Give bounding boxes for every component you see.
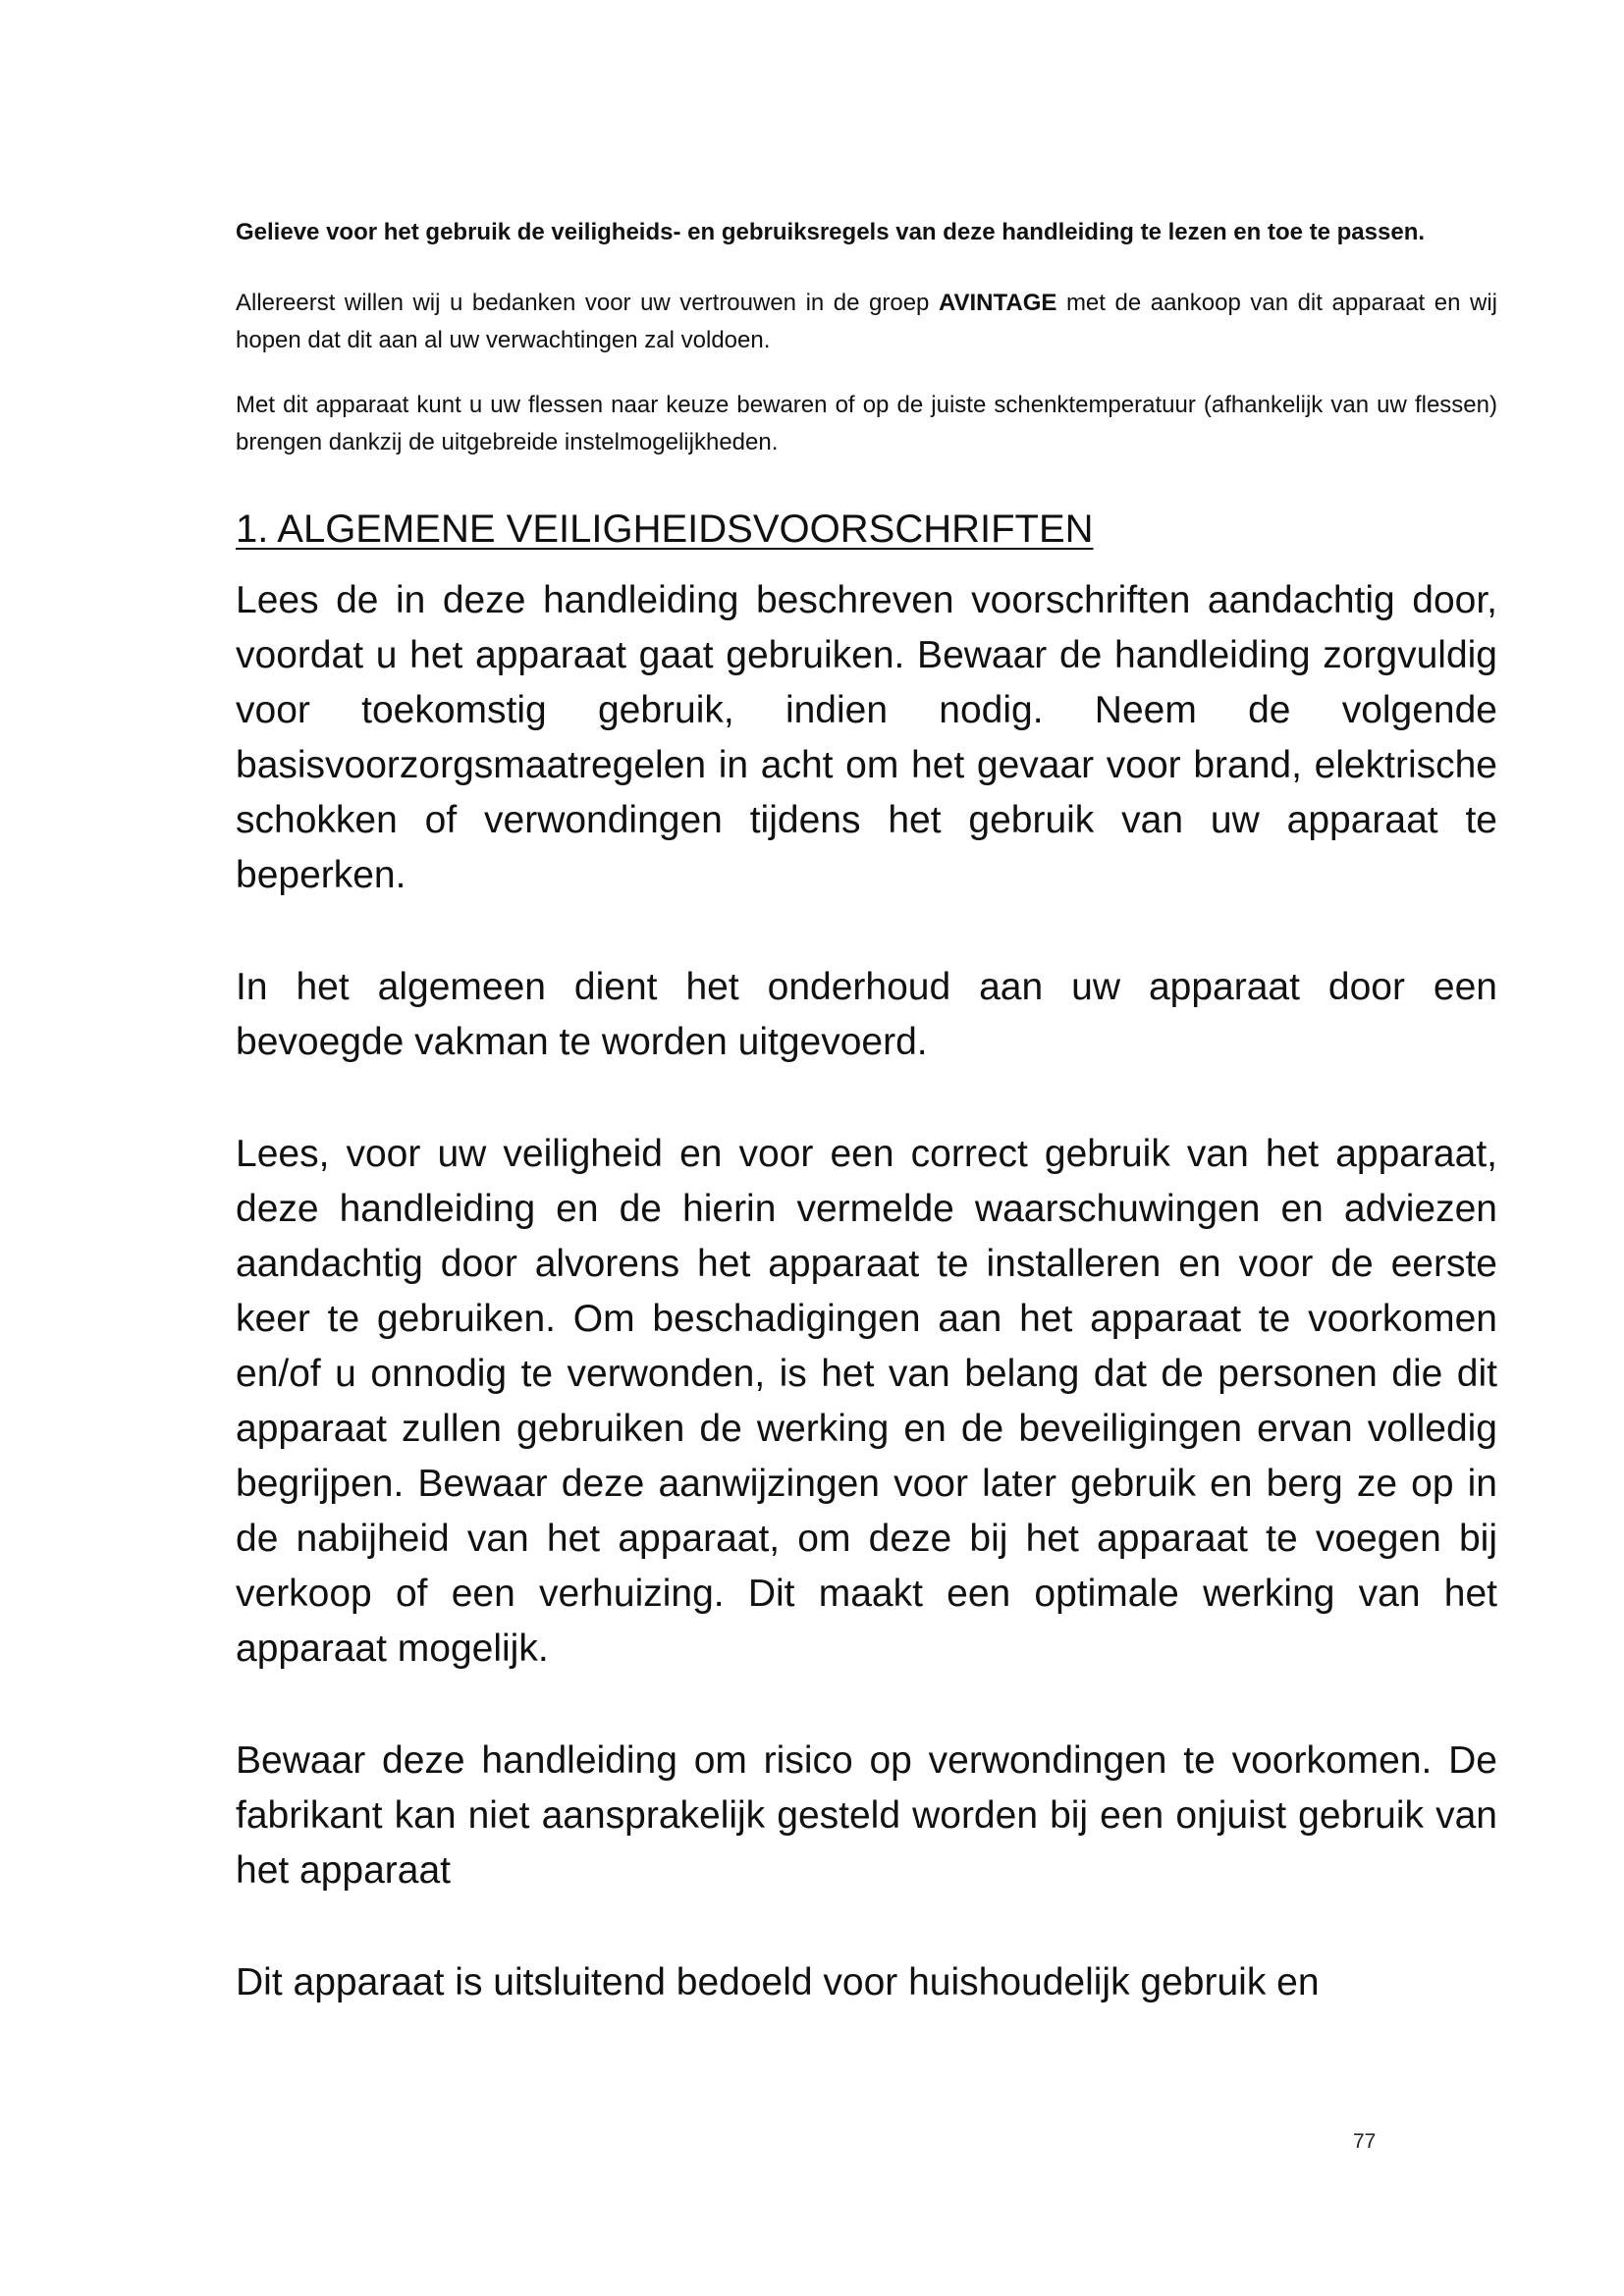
safety-paragraph-5: Dit apparaat is uitsluitend bedoeld voor huishoudelijk gebruik en xyxy=(236,1961,1320,2003)
brand-name: AVINTAGE xyxy=(938,290,1057,316)
safety-paragraph-2: In het algemeen dient het onderhoud aan uw apparaat door een bevoegde vakman te worden uitgevoerd. xyxy=(236,966,1497,1063)
usage-notice: Gelieve voor het gebruik de veiligheids- en gebruiksregels van deze handleiding te lezen en toe te passen. xyxy=(236,219,1426,245)
manual-page xyxy=(236,214,1497,2010)
thanks-paragraph xyxy=(236,285,1497,359)
safety-paragraph-1: Lees de in deze handleiding beschreven voorschriften aandachtig door, voordat u het apparaat gaat gebruiken. Bewaar de handleiding zorgvuldig voor toekomstig gebruik, indien nodig. Neem de volgende basisvoorzorgsmaatregelen in acht om het gevaar voor brand, elektrische schokken of verwondingen tijdens het gebruik van uw apparaat te beperken. xyxy=(236,579,1497,896)
thanks-text-after: met de aankoop van dit apparaat en wij hopen dat dit aan al uw verwachtingen zal voldoen. xyxy=(236,290,1497,353)
page-number: 77 xyxy=(1353,2130,1377,2153)
thanks-text-before: Allereerst willen wij u bedanken voor uw vertrouwen in de groep xyxy=(236,290,939,316)
section-title: 1. ALGEMENE VEILIGHEIDSVOORSCHRIFTEN xyxy=(236,507,1094,551)
capability-paragraph: Met dit apparaat kunt u uw flessen naar keuze bewaren of op de juiste schenktemperatuur (afhankelijk van uw flessen) brengen dankzij de uitgebreide instelmogelijkheden. xyxy=(236,392,1497,455)
safety-paragraph-4: Bewaar deze handleiding om risico op verwondingen te voorkomen. De fabrikant kan niet aansprakelijk gesteld worden bij een onjuist gebruik van het apparaat xyxy=(236,1739,1497,1892)
safety-paragraph-3: Lees, voor uw veiligheid en voor een correct gebruik van het apparaat, deze handleiding en de hierin vermelde waarschuwingen en adviezen aandachtig door alvorens het apparaat te installeren en voor de eerste keer te gebruiken. Om beschadigingen aan het apparaat te voorkomen en/of u onnodig te verwonden, is het van belang dat de personen die dit apparaat zullen gebruiken de werking en de beveiligingen ervan volledig begrijpen. Bewaar deze aanwijzingen voor later gebruik en berg ze op in de nabijheid van het apparaat, om deze bij het apparaat te voegen bij verkoop of een verhuizing. Dit maakt een optimale werking van het apparaat mogelijk. xyxy=(236,1133,1497,1670)
